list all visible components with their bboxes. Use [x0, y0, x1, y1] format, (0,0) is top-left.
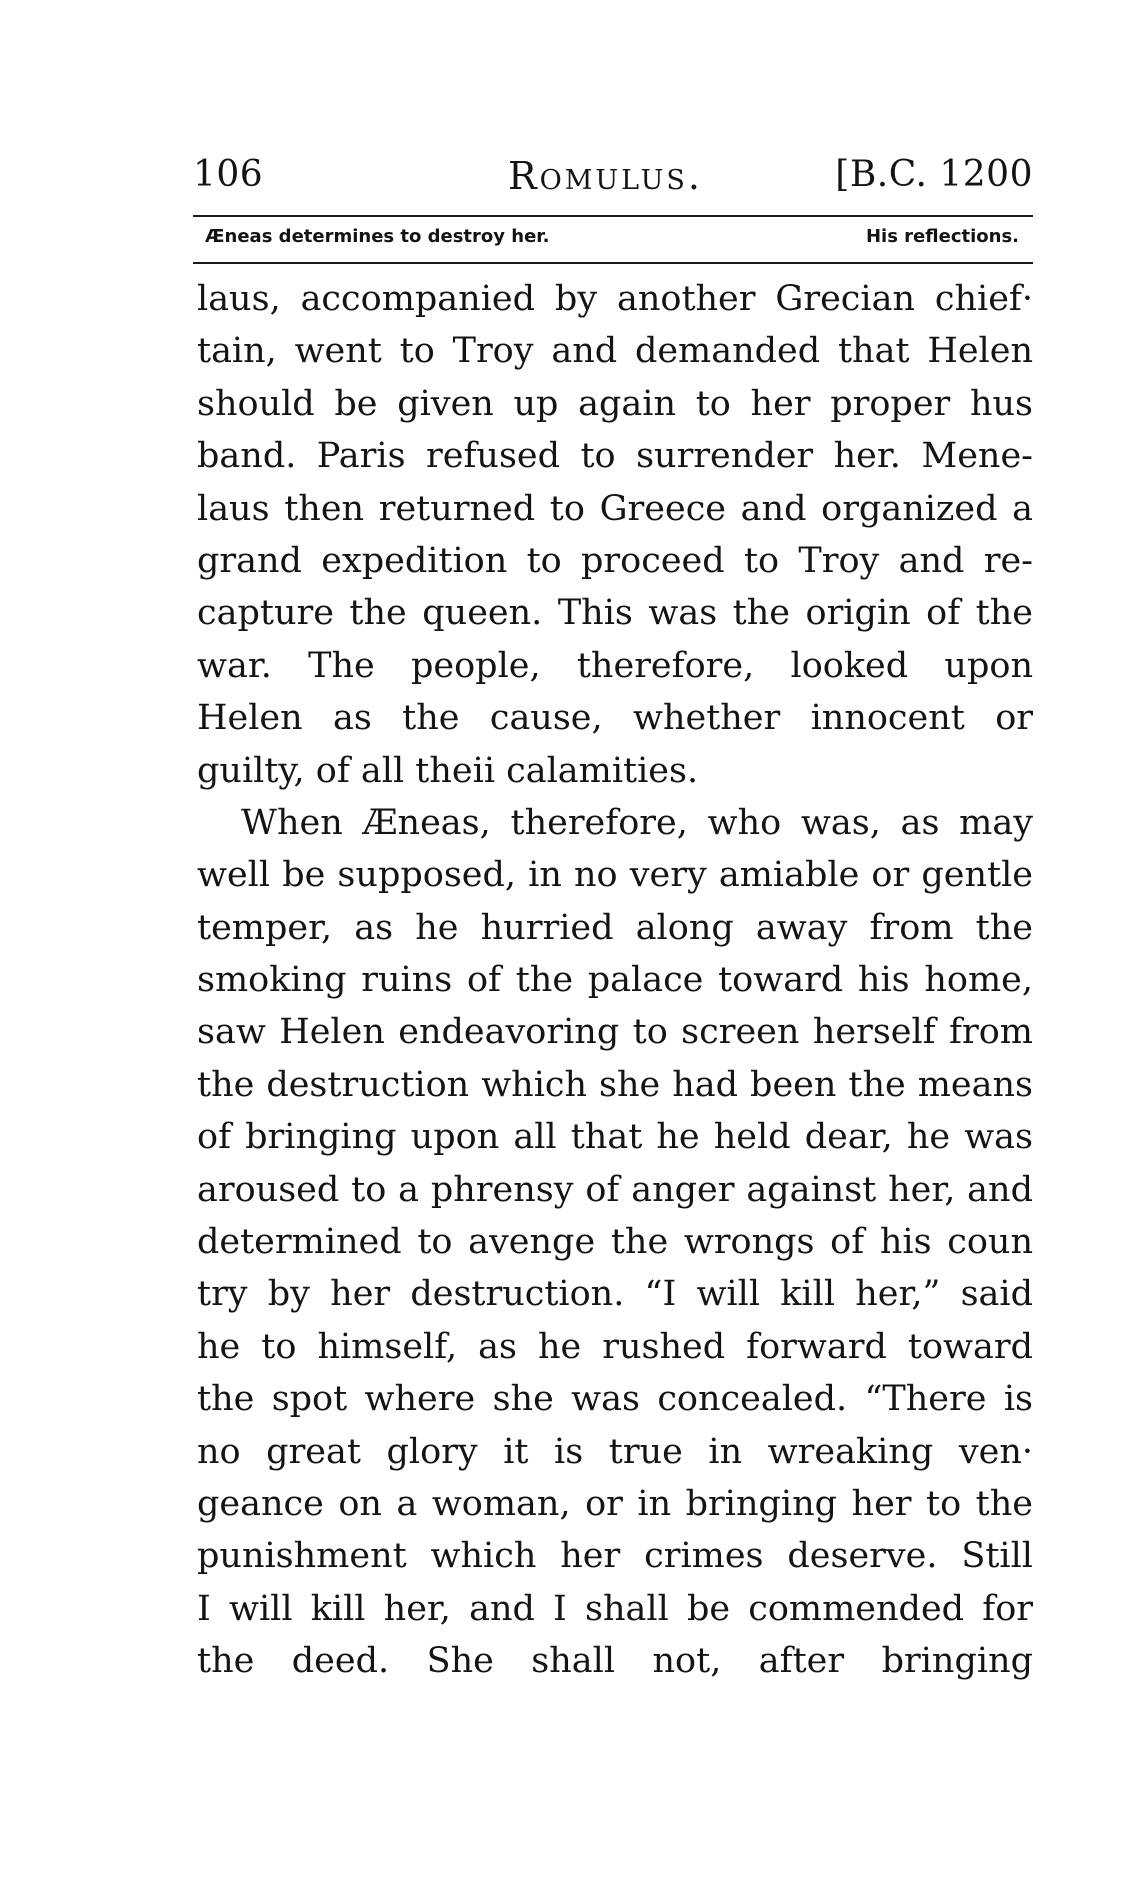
header-rule-bottom: [193, 262, 1033, 264]
body-text: [197, 273, 1033, 1688]
text-line: guilty, of all theii calamities.: [197, 750, 699, 791]
text-line: capture the queen. This was the origin of the: [197, 593, 1033, 634]
text-line: temper, as he hurried along away from the: [197, 907, 1033, 948]
text-line: Helen as the cause, whether innocent or: [197, 698, 1033, 739]
text-line: no great glory it is true in wreaking ven·: [197, 1431, 1033, 1472]
text-line: punishment which her crimes deserve. Still: [197, 1536, 1033, 1577]
date-range: [B.C. 1200: [835, 154, 1033, 195]
marginal-subhead: [193, 224, 1033, 252]
text-line: of bringing upon all that he held dear, he was: [197, 1117, 1033, 1158]
text-line: laus, accompanied by another Grecian chief·: [197, 279, 1033, 319]
text-line: When Æneas, therefore, who was, as may: [241, 802, 1033, 843]
text-line: well be supposed, in no very amiable or gentle: [197, 855, 1033, 896]
text-line: should be given up again to her proper hus: [197, 383, 1033, 424]
text-line: the spot where she was concealed. “There is: [197, 1379, 1033, 1420]
subhead-left: Æneas determines to destroy her.: [205, 226, 550, 247]
subhead-right: His reflections.: [865, 226, 1019, 247]
running-title: Romulus.: [508, 154, 703, 198]
page-number: 106: [193, 154, 264, 195]
text-line: try by her destruction. “I will kill her,” said: [197, 1274, 1033, 1315]
text-line: war. The people, therefore, looked upon: [197, 645, 1033, 686]
text-line: smoking ruins of the palace toward his home,: [197, 960, 1033, 1001]
text-line: the destruction which she had been the means: [197, 1064, 1033, 1105]
text-line: aroused to a phrensy of anger against her, and: [197, 1169, 1033, 1210]
text-line: the deed. She shall not, after bringing: [197, 1641, 1033, 1682]
text-line: geance on a woman, or in bringing her to the: [197, 1483, 1033, 1524]
text-line: grand expedition to proceed to Troy and re-: [197, 540, 1033, 581]
text-line: band. Paris refused to surrender her. Mene-: [197, 436, 1033, 477]
text-line: I will kill her, and I shall be commended for: [197, 1588, 1033, 1629]
text-line: tain, went to Troy and demanded that Helen: [197, 331, 1033, 372]
header-rule-top: [193, 215, 1033, 217]
text-line: laus then returned to Greece and organized a: [197, 488, 1033, 529]
text-line: he to himself, as he rushed forward toward: [197, 1326, 1033, 1367]
page-header: [193, 150, 1033, 210]
text-line: saw Helen endeavoring to screen herself from: [197, 1012, 1033, 1053]
text-line: determined to avenge the wrongs of his coun: [197, 1222, 1033, 1263]
